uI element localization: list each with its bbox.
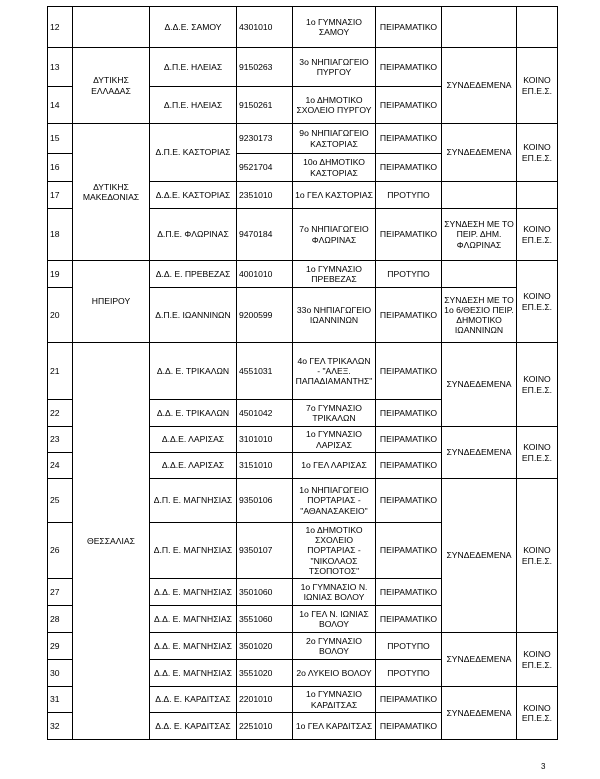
school-code-cell: 4551031 xyxy=(237,343,293,400)
directorate-cell: Δ.Π.Ε. ΚΑΣΤΟΡΙΑΣ xyxy=(150,124,237,182)
table-row xyxy=(48,343,558,400)
directorate-cell: Δ.Δ.Ε. ΣΑΜΟΥ xyxy=(150,7,237,48)
school-name-cell: 1ο ΓΕΛ ΛΑΡΙΣΑΣ xyxy=(293,453,376,479)
school-type-cell: ΠΕΙΡΑΜΑΤΙΚΟ xyxy=(376,400,442,427)
directorate-cell: Δ.Δ. Ε. ΜΑΓΝΗΣΙΑΣ xyxy=(150,660,237,687)
school-code-cell: 3501060 xyxy=(237,579,293,606)
row-number: 24 xyxy=(48,453,73,479)
council-cell: ΚΟΙΝΟ ΕΠ.Ε.Σ. xyxy=(517,343,558,427)
link-status-cell: ΣΥΝΔΕΔΕΜΕΝΑ xyxy=(442,633,517,687)
directorate-cell: Δ.Δ. Ε. ΠΡΕΒΕΖΑΣ xyxy=(150,261,237,288)
school-name-cell: 2ο ΛΥΚΕΙΟ ΒΟΛΟΥ xyxy=(293,660,376,687)
school-name-cell: 4ο ΓΕΛ ΤΡΙΚΑΛΩΝ - "ΑΛΕΞ. ΠΑΠΑΔΙΑΜΑΝΤΗΣ" xyxy=(293,343,376,400)
table-row xyxy=(48,261,558,288)
directorate-cell: Δ.Δ. Ε. ΜΑΓΝΗΣΙΑΣ xyxy=(150,579,237,606)
directorate-cell: Δ.Π. Ε. ΜΑΓΝΗΣΙΑΣ xyxy=(150,523,237,579)
school-name-cell: 33ο ΝΗΠΙΑΓΩΓΕΙΟ ΙΩΑΝΝΙΝΩΝ xyxy=(293,288,376,343)
region-cell xyxy=(73,7,150,48)
school-code-cell: 9230173 xyxy=(237,124,293,154)
directorate-cell: Δ.Δ.Ε. ΚΑΣΤΟΡΙΑΣ xyxy=(150,182,237,209)
directorate-cell: Δ.Π. Ε. ΜΑΓΝΗΣΙΑΣ xyxy=(150,479,237,523)
school-name-cell: 1ο ΔΗΜΟΤΙΚΟ ΣΧΟΛΕΙΟ ΠΟΡΤΑΡΙΑΣ - "ΝΙΚΟΛΑΟΣ ΤΣΟΠΟΤΟΣ" xyxy=(293,523,376,579)
row-number: 27 xyxy=(48,579,73,606)
directorate-cell: Δ.Δ. Ε. ΤΡΙΚΑΛΩΝ xyxy=(150,400,237,427)
school-code-cell: 4001010 xyxy=(237,261,293,288)
directorate-cell: Δ.Δ.Ε. ΛΑΡΙΣΑΣ xyxy=(150,427,237,453)
school-type-cell: ΠΕΙΡΑΜΑΤΙΚΟ xyxy=(376,124,442,154)
council-cell xyxy=(517,7,558,48)
school-type-cell: ΠΕΙΡΑΜΑΤΙΚΟ xyxy=(376,713,442,740)
school-type-cell: ΠΕΙΡΑΜΑΤΙΚΟ xyxy=(376,579,442,606)
school-type-cell: ΠΕΙΡΑΜΑΤΙΚΟ xyxy=(376,606,442,633)
school-code-cell: 9521704 xyxy=(237,154,293,182)
council-cell: ΚΟΙΝΟ ΕΠ.Ε.Σ. xyxy=(517,124,558,182)
link-status-cell xyxy=(442,261,517,288)
school-type-cell: ΠΡΟΤΥΠΟ xyxy=(376,182,442,209)
directorate-cell: Δ.Δ.Ε. ΛΑΡΙΣΑΣ xyxy=(150,453,237,479)
school-name-cell: 1ο ΝΗΠΙΑΓΩΓΕΙΟ ΠΟΡΤΑΡΙΑΣ - "ΑΘΑΝΑΣΑΚΕΙΟ" xyxy=(293,479,376,523)
region-cell: ΔΥΤΙΚΗΣ ΜΑΚΕΔΟΝΙΑΣ xyxy=(73,124,150,261)
school-type-cell: ΠΕΙΡΑΜΑΤΙΚΟ xyxy=(376,427,442,453)
row-number: 20 xyxy=(48,288,73,343)
row-number: 28 xyxy=(48,606,73,633)
directorate-cell: Δ.Δ. Ε. ΤΡΙΚΑΛΩΝ xyxy=(150,343,237,400)
region-cell: ΔΥΤΙΚΗΣ ΕΛΛΑΔΑΣ xyxy=(73,48,150,124)
school-type-cell: ΠΕΙΡΑΜΑΤΙΚΟ xyxy=(376,479,442,523)
school-name-cell: 9ο ΝΗΠΙΑΓΩΓΕΙΟ ΚΑΣΤΟΡΙΑΣ xyxy=(293,124,376,154)
row-number: 23 xyxy=(48,427,73,453)
link-status-cell: ΣΥΝΔΕΔΕΜΕΝΑ xyxy=(442,479,517,633)
link-status-cell: ΣΥΝΔΕΣΗ ΜΕ ΤΟ ΠΕΙΡ. ΔΗΜ. ΦΛΩΡΙΝΑΣ xyxy=(442,209,517,261)
row-number: 22 xyxy=(48,400,73,427)
council-cell: ΚΟΙΝΟ ΕΠ.Ε.Σ. xyxy=(517,261,558,343)
row-number: 26 xyxy=(48,523,73,579)
row-number: 14 xyxy=(48,87,73,124)
region-cell: ΗΠΕΙΡΟΥ xyxy=(73,261,150,343)
row-number: 21 xyxy=(48,343,73,400)
table-row xyxy=(48,48,558,87)
directorate-cell: Δ.Π.Ε. ΙΩΑΝΝΙΝΩΝ xyxy=(150,288,237,343)
school-code-cell: 9350106 xyxy=(237,479,293,523)
row-number: 13 xyxy=(48,48,73,87)
school-name-cell: 1ο ΓΥΜΝΑΣΙΟ ΚΑΡΔΙΤΣΑΣ xyxy=(293,687,376,713)
table-row xyxy=(48,124,558,154)
school-type-cell: ΠΕΙΡΑΜΑΤΙΚΟ xyxy=(376,453,442,479)
school-name-cell: 1ο ΓΥΜΝΑΣΙΟ ΣΑΜΟΥ xyxy=(293,7,376,48)
table-row xyxy=(48,7,558,48)
row-number: 16 xyxy=(48,154,73,182)
school-name-cell: 10ο ΔΗΜΟΤΙΚΟ ΚΑΣΤΟΡΙΑΣ xyxy=(293,154,376,182)
school-name-cell: 1ο ΓΕΛ ΚΑΣΤΟΡΙΑΣ xyxy=(293,182,376,209)
school-name-cell: 1ο ΓΕΛ ΚΑΡΔΙΤΣΑΣ xyxy=(293,713,376,740)
school-type-cell: ΠΕΙΡΑΜΑΤΙΚΟ xyxy=(376,687,442,713)
row-number: 17 xyxy=(48,182,73,209)
directorate-cell: Δ.Π.Ε. ΦΛΩΡΙΝΑΣ xyxy=(150,209,237,261)
school-name-cell: 7ο ΝΗΠΙΑΓΩΓΕΙΟ ΦΛΩΡΙΝΑΣ xyxy=(293,209,376,261)
council-cell: ΚΟΙΝΟ ΕΠ.Ε.Σ. xyxy=(517,687,558,740)
school-name-cell: 1ο ΓΥΜΝΑΣΙΟ ΛΑΡΙΣΑΣ xyxy=(293,427,376,453)
link-status-cell xyxy=(442,182,517,209)
row-number: 25 xyxy=(48,479,73,523)
school-name-cell: 1ο ΔΗΜΟΤΙΚΟ ΣΧΟΛΕΙΟ ΠΥΡΓΟΥ xyxy=(293,87,376,124)
school-code-cell: 9150263 xyxy=(237,48,293,87)
school-code-cell: 3551020 xyxy=(237,660,293,687)
council-cell: ΚΟΙΝΟ ΕΠ.Ε.Σ. xyxy=(517,633,558,687)
school-name-cell: 7ο ΓΥΜΝΑΣΙΟ ΤΡΙΚΑΛΩΝ xyxy=(293,400,376,427)
link-status-cell: ΣΥΝΔΕΔΕΜΕΝΑ xyxy=(442,48,517,124)
school-code-cell: 9470184 xyxy=(237,209,293,261)
directorate-cell: Δ.Π.Ε. ΗΛΕΙΑΣ xyxy=(150,48,237,87)
row-number: 30 xyxy=(48,660,73,687)
school-type-cell: ΠΡΟΤΥΠΟ xyxy=(376,261,442,288)
school-code-cell: 3551060 xyxy=(237,606,293,633)
link-status-cell: ΣΥΝΔΕΔΕΜΕΝΑ xyxy=(442,687,517,740)
school-type-cell: ΠΕΙΡΑΜΑΤΙΚΟ xyxy=(376,87,442,124)
directorate-cell: Δ.Π.Ε. ΗΛΕΙΑΣ xyxy=(150,87,237,124)
school-type-cell: ΠΕΙΡΑΜΑΤΙΚΟ xyxy=(376,48,442,87)
school-name-cell: 1ο ΓΕΛ Ν. ΙΩΝΙΑΣ ΒΟΛΟΥ xyxy=(293,606,376,633)
row-number: 12 xyxy=(48,7,73,48)
school-code-cell: 9150261 xyxy=(237,87,293,124)
school-code-cell: 4501042 xyxy=(237,400,293,427)
school-name-cell: 3ο ΝΗΠΙΑΓΩΓΕΙΟ ΠΥΡΓΟΥ xyxy=(293,48,376,87)
link-status-cell: ΣΥΝΔΕΣΗ ΜΕ ΤΟ 1ο 6/ΘΕΣΙΟ ΠΕΙΡ. ΔΗΜΟΤΙΚΟ ΙΩΑΝΝΙΝΩΝ xyxy=(442,288,517,343)
school-code-cell: 3151010 xyxy=(237,453,293,479)
directorate-cell: Δ.Δ. Ε. ΜΑΓΝΗΣΙΑΣ xyxy=(150,633,237,660)
row-number: 19 xyxy=(48,261,73,288)
school-type-cell: ΠΕΙΡΑΜΑΤΙΚΟ xyxy=(376,343,442,400)
school-type-cell: ΠΡΟΤΥΠΟ xyxy=(376,633,442,660)
school-type-cell: ΠΡΟΤΥΠΟ xyxy=(376,660,442,687)
school-code-cell: 2251010 xyxy=(237,713,293,740)
school-type-cell: ΠΕΙΡΑΜΑΤΙΚΟ xyxy=(376,154,442,182)
page-number: 3 xyxy=(541,762,546,771)
directorate-cell: Δ.Δ. Ε. ΜΑΓΝΗΣΙΑΣ xyxy=(150,606,237,633)
school-name-cell: 2ο ΓΥΜΝΑΣΙΟ ΒΟΛΟΥ xyxy=(293,633,376,660)
row-number: 31 xyxy=(48,687,73,713)
row-number: 18 xyxy=(48,209,73,261)
school-type-cell: ΠΕΙΡΑΜΑΤΙΚΟ xyxy=(376,209,442,261)
school-code-cell: 4301010 xyxy=(237,7,293,48)
school-name-cell: 1ο ΓΥΜΝΑΣΙΟ ΠΡΕΒΕΖΑΣ xyxy=(293,261,376,288)
school-code-cell: 3501020 xyxy=(237,633,293,660)
region-cell: ΘΕΣΣΑΛΙΑΣ xyxy=(73,343,150,740)
schools-table xyxy=(47,6,558,740)
council-cell: ΚΟΙΝΟ ΕΠ.Ε.Σ. xyxy=(517,479,558,633)
council-cell: ΚΟΙΝΟ ΕΠ.Ε.Σ. xyxy=(517,427,558,479)
directorate-cell: Δ.Δ. Ε. ΚΑΡΔΙΤΣΑΣ xyxy=(150,687,237,713)
link-status-cell: ΣΥΝΔΕΔΕΜΕΝΑ xyxy=(442,427,517,479)
row-number: 32 xyxy=(48,713,73,740)
school-type-cell: ΠΕΙΡΑΜΑΤΙΚΟ xyxy=(376,523,442,579)
school-code-cell: 9350107 xyxy=(237,523,293,579)
school-type-cell: ΠΕΙΡΑΜΑΤΙΚΟ xyxy=(376,7,442,48)
school-type-cell: ΠΕΙΡΑΜΑΤΙΚΟ xyxy=(376,288,442,343)
school-code-cell: 3101010 xyxy=(237,427,293,453)
council-cell: ΚΟΙΝΟ ΕΠ.Ε.Σ. xyxy=(517,209,558,261)
school-code-cell: 9200599 xyxy=(237,288,293,343)
council-cell: ΚΟΙΝΟ ΕΠ.Ε.Σ. xyxy=(517,48,558,124)
row-number: 15 xyxy=(48,124,73,154)
link-status-cell: ΣΥΝΔΕΔΕΜΕΝΑ xyxy=(442,124,517,182)
school-code-cell: 2201010 xyxy=(237,687,293,713)
directorate-cell: Δ.Δ. Ε. ΚΑΡΔΙΤΣΑΣ xyxy=(150,713,237,740)
school-code-cell: 2351010 xyxy=(237,182,293,209)
link-status-cell xyxy=(442,7,517,48)
school-name-cell: 1ο ΓΥΜΝΑΣΙΟ Ν. ΙΩΝΙΑΣ ΒΟΛΟΥ xyxy=(293,579,376,606)
council-cell xyxy=(517,182,558,209)
row-number: 29 xyxy=(48,633,73,660)
link-status-cell: ΣΥΝΔΕΔΕΜΕΝΑ xyxy=(442,343,517,427)
